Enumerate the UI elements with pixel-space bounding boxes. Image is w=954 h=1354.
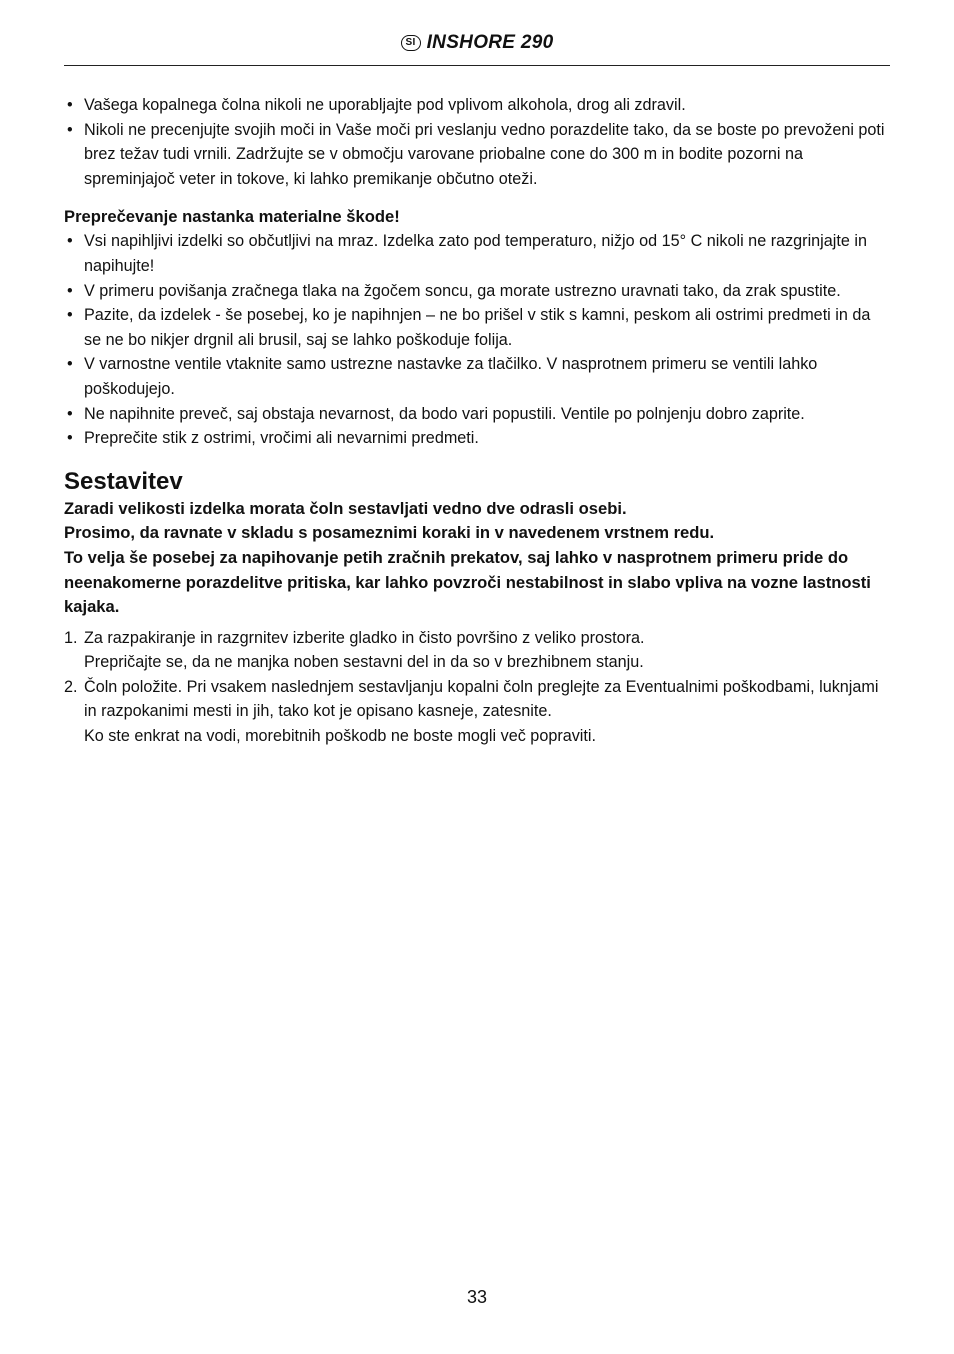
damage-bullet-list — [64, 229, 890, 450]
assembly-warning-line: Prosimo, da ravnate v skladu s posameznimi koraki in v navedenem vrstnem redu. — [64, 523, 715, 543]
assembly-warning-line: To velja še posebej za napihovanje petih zračnih prekatov, saj lahko v nasprotnem primeru pride do neenakomerne porazdelitve pritiska, kar lahko povzroči nestabilnost in slabo vpliva na vozne lastnosti kajaka. — [64, 547, 871, 617]
intro-bullet-list — [64, 93, 890, 191]
list-item: • Vsi napihljivi izdelki so občutljivi na mraz. Izdelka zato pod temperaturo, nižjo od 15° C nikoli ne razgrinjajte in napihujte! — [64, 229, 890, 278]
step-item — [64, 626, 890, 675]
step-text: Ko ste enkrat na vodi, morebitnih poškodb ne boste mogli več popraviti. — [84, 727, 596, 746]
language-badge: SI — [401, 35, 421, 51]
page-header — [64, 28, 890, 66]
page-content — [64, 93, 890, 749]
step-item — [64, 675, 890, 749]
header-title-row — [64, 32, 890, 54]
step-number: 2. — [64, 677, 78, 696]
list-item: • V varnostne ventile vtaknite samo ustrezne nastavke za tlačilko. V nasprotnem primeru se ventili lahko poškodujejo. — [64, 352, 890, 401]
step-number: 1. — [64, 628, 78, 647]
page-number: 33 — [466, 1287, 488, 1307]
list-item: • Ne napihnite preveč, saj obstaja nevarnost, da bodo vari popustili. Ventile po polnjenju dobro zaprite. — [64, 402, 890, 427]
list-item: • Nikoli ne precenjujte svojih moči in Vaše moči pri veslanju vedno porazdelite tako, da se boste po prevoženi poti brez težav tudi vrnili. Zadržujte se v območju varovane priobalne cone do 300 m in bodite pozorni na spreminjajoč veter in tokove, ki lahko premikanje občutno oteži. — [64, 118, 890, 192]
assembly-section-title: Sestavitev — [64, 467, 183, 495]
assembly-warning-line: Zaradi velikosti izdelka morata čoln sestavljati vedno dve odrasli osebi. — [64, 498, 627, 518]
list-item: • Vašega kopalnega čolna nikoli ne uporabljajte pod vplivom alkohola, drog ali zdravil. — [64, 93, 890, 118]
step-text: Prepričajte se, da ne manjka noben sestavni del in da so v brezhibnem stanju. — [84, 653, 644, 672]
product-title: INSHORE 290 — [426, 32, 554, 53]
list-item: • Pazite, da izdelek - še posebej, ko je napihnjen – ne bo prišel v stik s kamni, peskom ali ostrimi predmeti in da se ne bo nikjer drgnil ali brusil, saj se lahko poškoduje folija. — [64, 303, 890, 352]
list-item: • Preprečite stik z ostrimi, vročimi ali nevarnimi predmeti. — [64, 426, 890, 451]
list-item: • V primeru povišanja zračnega tlaka na žgočem soncu, ga morate ustrezno uravnati tako, da zrak spustite. — [64, 279, 890, 304]
step-text: Za razpakiranje in razgrnitev izberite gladko in čisto površino z veliko prostora. — [84, 628, 645, 647]
step-text: Čoln položite. Pri vsakem naslednjem sestavljanju kopalni čoln preglejte za Eventualnimi poškodbami, luknjami in razpokanimi mesti in jih, tako kot je opisano kasneje, zatesnite. — [84, 677, 879, 721]
damage-prevention-heading: Preprečevanje nastanka materialne škode! — [64, 207, 400, 227]
assembly-steps-list — [64, 626, 890, 749]
